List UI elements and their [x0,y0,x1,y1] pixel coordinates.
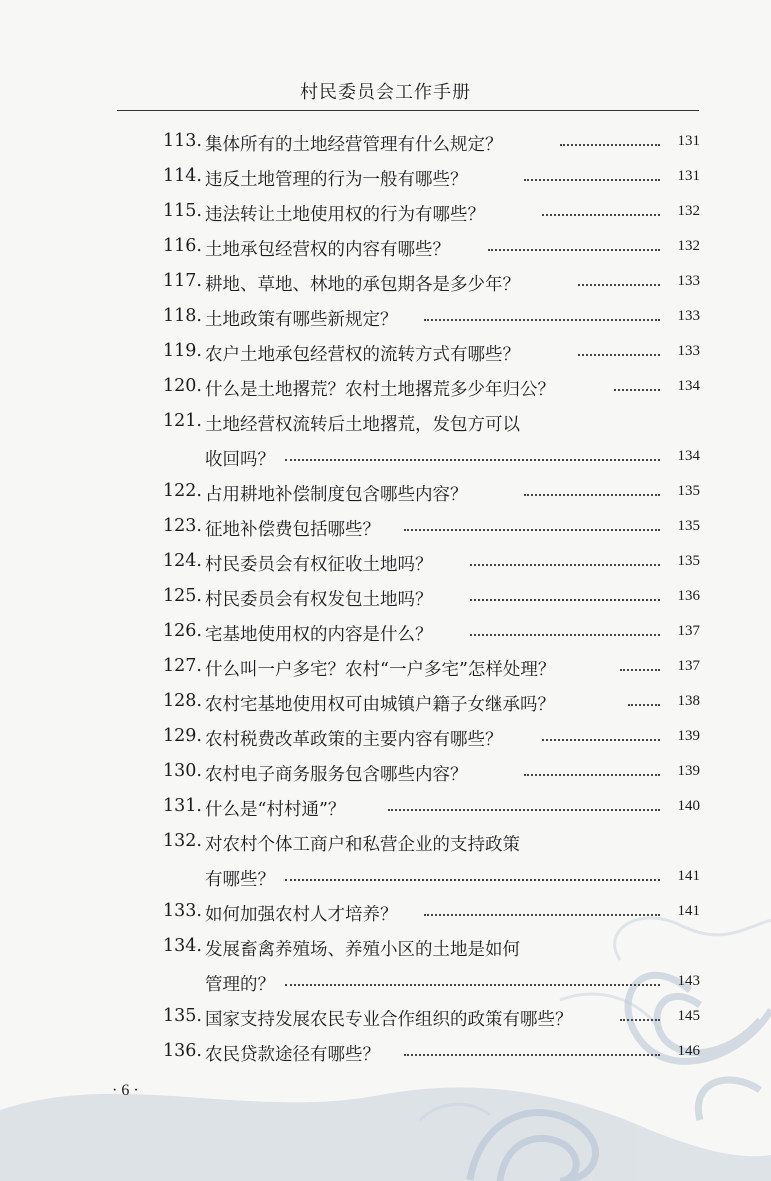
entry-page: 138 [677,693,700,709]
entry-title: 国家支持发展农民专业合作组织的政策有哪些？ [205,1010,573,1030]
entry-page: 137 [677,623,700,639]
entry-page: 137 [677,658,700,674]
entry-title: 农村税费改革政策的主要内容有哪些？ [205,730,503,750]
running-header-title: 村民委员会工作手册 [300,82,471,103]
entry-title: 耕地、草地、林地的承包期各是多少年？ [205,275,520,295]
dot-leader [542,739,660,741]
dot-leader [560,144,660,146]
entry-page: 133 [677,308,700,324]
entry-page: 146 [677,1043,700,1059]
entry-number: 124. [163,551,202,571]
dot-leader [524,494,660,496]
entry-number: 117. [163,271,202,291]
entry-number: 122. [163,481,202,501]
entry-page: 139 [677,728,700,744]
entry-page: 131 [677,133,700,149]
entry-page: 132 [677,203,700,219]
toc-entry-123[interactable] [158,516,700,542]
dot-leader [285,984,660,986]
entry-number: 136. [163,1041,202,1061]
toc-entry-134[interactable] [158,936,700,962]
dot-leader [614,389,660,391]
entry-number: 128. [163,691,202,711]
toc-entry-134-continuation[interactable] [205,971,700,997]
entry-page: 132 [677,238,700,254]
entry-title: 宅基地使用权的内容是什么？ [205,625,433,645]
dot-leader [620,669,660,671]
entry-title: 违反土地管理的行为一般有哪些？ [205,170,468,190]
entry-page: 135 [677,483,700,499]
entry-page: 134 [677,448,700,464]
toc-entry-132[interactable] [158,831,700,857]
entry-title-continued: 有哪些？ [205,870,275,890]
entry-number: 130. [163,761,202,781]
toc-entry-127[interactable] [158,656,700,682]
entry-page: 135 [677,553,700,569]
entry-page: 136 [677,588,700,604]
entry-title: 对农村个体工商户和私营企业的支持政策 [205,835,520,855]
toc-entry-119[interactable] [158,341,700,367]
entry-number: 132. [163,831,202,851]
dot-leader [404,1054,660,1056]
dot-leader [524,774,660,776]
entry-title: 农民贷款途径有哪些？ [205,1045,380,1065]
toc-entry-125[interactable] [158,586,700,612]
entry-title: 如何加强农村人才培养？ [205,905,398,925]
toc-entry-131[interactable] [158,796,700,822]
dot-leader [424,914,660,916]
entry-number: 119. [163,341,202,361]
entry-title: 村民委员会有权征收土地吗？ [205,555,433,575]
dot-leader [404,529,660,531]
entry-page: 135 [677,518,700,534]
toc-entry-133[interactable] [158,901,700,927]
toc-entry-129[interactable] [158,726,700,752]
entry-number: 126. [163,621,202,641]
entry-page: 141 [677,903,700,919]
toc-entry-135[interactable] [158,1006,700,1032]
entry-page: 143 [677,973,700,989]
entry-page: 140 [677,798,700,814]
dot-leader [470,564,660,566]
toc-entry-120[interactable] [158,376,700,402]
toc-entry-124[interactable] [158,551,700,577]
entry-number: 118. [163,306,202,326]
entry-title-continued: 管理的？ [205,975,275,995]
entry-number: 133. [163,901,202,921]
entry-title: 土地经营权流转后土地撂荒，发包方可以 [205,415,520,435]
entry-title: 什么叫一户多宅？农村“一户多宅”怎样处理？ [205,660,556,680]
dot-leader [578,354,660,356]
toc-entry-121[interactable] [158,411,700,437]
entry-number: 121. [163,411,202,431]
toc-entry-113[interactable] [158,131,700,157]
entry-number: 116. [163,236,202,256]
entry-title: 农村电子商务服务包含哪些内容？ [205,765,468,785]
dot-leader [488,249,660,251]
entry-number: 125. [163,586,202,606]
toc-entry-122[interactable] [158,481,700,507]
toc-entry-115[interactable] [158,201,700,227]
entry-title: 土地承包经营权的内容有哪些？ [205,240,450,260]
entry-title-continued: 收回吗？ [205,450,275,470]
toc-entry-126[interactable] [158,621,700,647]
dot-leader [628,704,660,706]
entry-page: 131 [677,168,700,184]
toc-entry-116[interactable] [158,236,700,262]
entry-number: 134. [163,936,202,956]
header-rule [117,110,699,111]
page-folio: · 6 · [112,1082,139,1099]
entry-title: 什么是土地撂荒？农村土地撂荒多少年归公？ [205,380,555,400]
entry-title: 占用耕地补偿制度包含哪些内容？ [205,485,468,505]
dot-leader [542,214,660,216]
dot-leader [470,599,660,601]
entry-page: 133 [677,273,700,289]
entry-title: 集体所有的土地经营管理有什么规定？ [205,135,503,155]
entry-page: 133 [677,343,700,359]
entry-number: 123. [163,516,202,536]
entry-page: 145 [677,1008,700,1024]
entry-title: 什么是“村村通”？ [205,800,346,820]
dot-leader [578,284,660,286]
entry-page: 134 [677,378,700,394]
entry-number: 135. [163,1006,202,1026]
entry-number: 120. [163,376,202,396]
entry-page: 139 [677,763,700,779]
entry-title: 农户土地承包经营权的流转方式有哪些？ [205,345,520,365]
entry-number: 127. [163,656,202,676]
entry-number: 131. [163,796,202,816]
dot-leader [285,459,660,461]
toc-entry-117[interactable] [158,271,700,297]
dot-leader [424,319,660,321]
dot-leader [620,1019,660,1021]
toc-entry-136[interactable] [158,1041,700,1067]
dot-leader [470,634,660,636]
entry-number: 113. [163,131,202,151]
entry-number: 129. [163,726,202,746]
entry-title: 征地补偿费包括哪些？ [205,520,380,540]
toc-entry-132-continuation[interactable] [205,866,700,892]
entry-title: 村民委员会有权发包土地吗？ [205,590,433,610]
entry-title: 发展畜禽养殖场、养殖小区的土地是如何 [205,940,520,960]
entry-page: 141 [677,868,700,884]
toc-entry-121-continuation[interactable] [205,446,700,472]
toc-entry-128[interactable] [158,691,700,717]
entry-title: 农村宅基地使用权可由城镇户籍子女继承吗？ [205,695,555,715]
entry-title: 违法转让土地使用权的行为有哪些？ [205,205,485,225]
dot-leader [388,809,660,811]
entry-number: 115. [163,201,202,221]
dot-leader [285,879,660,881]
entry-number: 114. [163,166,202,186]
toc-entry-118[interactable] [158,306,700,332]
toc-entry-130[interactable] [158,761,700,787]
entry-title: 土地政策有哪些新规定？ [205,310,398,330]
dot-leader [524,179,660,181]
toc-entry-114[interactable] [158,166,700,192]
